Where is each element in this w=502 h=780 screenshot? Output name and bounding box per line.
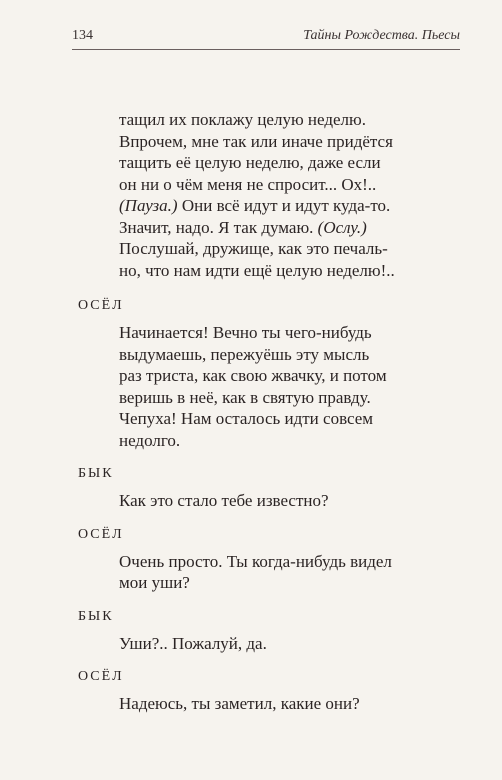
speech-text: мои уши? (119, 573, 190, 592)
stage-direction: (Пауза.) (119, 196, 178, 215)
speech-line (119, 152, 458, 174)
speech-line (119, 693, 458, 715)
speech-text: Уши?.. Пожалуй, да. (119, 633, 267, 653)
speech (119, 490, 458, 512)
speech-line (119, 430, 458, 452)
dialogue (78, 296, 458, 715)
speech-line (119, 260, 458, 282)
dialogue-block (78, 667, 458, 715)
page-header (72, 26, 460, 48)
speech-text: Они всё идут и идут куда-то. (177, 196, 391, 215)
speech (119, 322, 458, 451)
opening-speech (119, 109, 458, 281)
speaker-name: ОСЁЛ (78, 669, 124, 684)
stage-direction: (Ослу.) (317, 217, 367, 237)
speech-text: тащить её целую неделю, даже если (119, 153, 381, 172)
running-title: Тайны Рождества. Пьесы (303, 28, 460, 43)
speech-line (119, 633, 458, 655)
speech-line (119, 344, 458, 366)
speech-text: Чепуха! Нам осталось идти совсем (119, 409, 374, 428)
speech-line (119, 572, 458, 594)
speech-text: Начинается! Вечно ты чего-нибудь (119, 323, 372, 342)
speech (119, 693, 458, 715)
speaker-name: БЫК (78, 466, 114, 481)
speech-text: Как это стало тебе известно? (119, 491, 329, 510)
speech-text: недолго. (119, 430, 181, 450)
dialogue-block (78, 296, 458, 451)
speech (119, 633, 458, 655)
speech-line (119, 551, 458, 573)
speech-line (119, 109, 458, 131)
play-text (78, 109, 458, 715)
dialogue-block (78, 607, 458, 655)
speech-line (119, 408, 458, 430)
speech-line (119, 131, 458, 153)
speech-line (119, 365, 458, 387)
dialogue-block (78, 464, 458, 512)
speech-text: Очень просто. Ты когда-нибудь видел (119, 551, 392, 571)
speaker-name: ОСЁЛ (78, 526, 124, 542)
speaker-name: ОСЁЛ (78, 298, 124, 313)
speaker-name: БЫК (78, 608, 114, 624)
speech-text: тащил их поклажу целую неделю. (119, 110, 366, 129)
speech-text: раз триста, как свою жвачку, и потом (119, 366, 387, 385)
speech-text: Послушай, дружище, как это печаль- (119, 239, 388, 258)
speech-text: выдумаешь, пережуёшь эту мысль (119, 344, 370, 364)
speech-line (119, 322, 458, 344)
speech-line (119, 174, 458, 196)
speech (119, 551, 458, 594)
speech-line (119, 238, 458, 260)
speech-line (119, 195, 458, 217)
page-number: 134 (72, 28, 93, 43)
speech-line (119, 490, 458, 512)
speech-text: веришь в неё, как в святую правду. (119, 387, 371, 407)
speech-text: Надеюсь, ты заметил, какие они? (119, 694, 360, 713)
speech-line (119, 217, 458, 239)
speech-text: но, что нам идти ещё целую неделю!.. (119, 260, 395, 280)
speech-text: Значит, надо. Я так думаю. (119, 217, 318, 237)
dialogue-block (78, 525, 458, 594)
speech-text: он ни о чём меня не спросит... Ох!.. (119, 174, 377, 194)
header-rule (72, 49, 460, 50)
speech-line (119, 387, 458, 409)
speech-text: Впрочем, мне так или иначе придётся (119, 131, 393, 151)
